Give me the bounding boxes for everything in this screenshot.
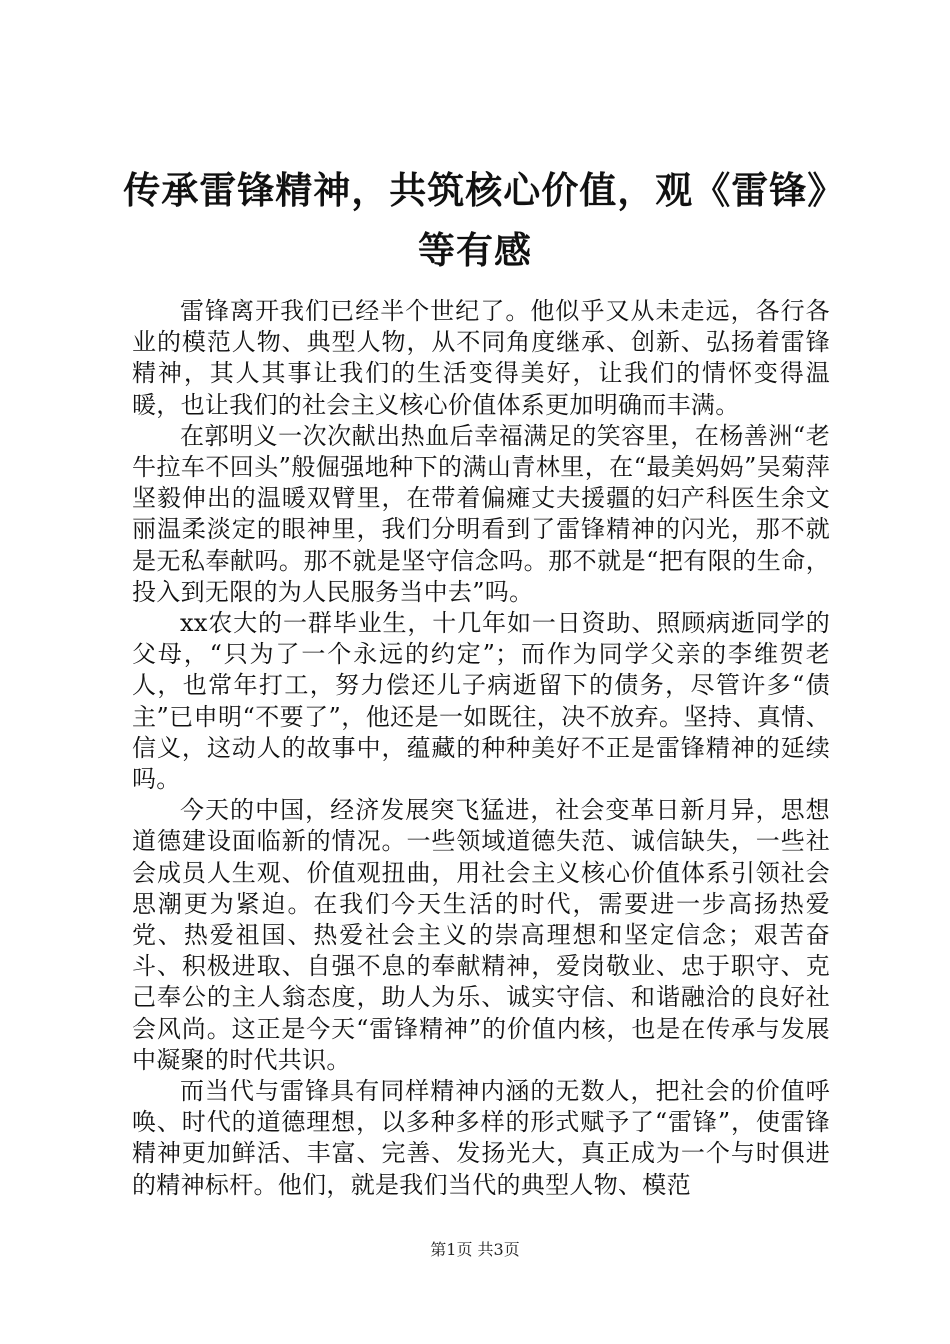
document-title: 传承雷锋精神，共筑核心价值，观《雷锋》等有感 bbox=[123, 168, 827, 272]
paragraph-4: 今天的中国，经济发展突飞猛进，社会变革日新月异，思想道德建设面临新的情况。一些领域道德失范、诚信缺失，一些社会成员人生观、价值观扭曲，用社会主义核心价值体系引领社会思潮更为紧迫。在我们今天生活的时代，需要进一步高扬热爱党、热爱祖国、热爱社会主义的崇高理想和坚定信念；艰苦奋斗、积极进取、自强不息的奉献精神，爱岗敬业、忠于职守、克己奉公的主人翁态度，助人为乐、诚实守信、和谐融洽的良好社会风尚。这正是今天“雷锋精神”的价值内核，也是在传承与发展中凝聚的时代共识。 bbox=[132, 796, 830, 1074]
paragraph-1: 雷锋离开我们已经半个世纪了。他似乎又从未走远，各行各业的模范人物、典型人物，从不同角度继承、创新、弘扬着雷锋精神，其人其事让我们的生活变得美好，让我们的情怀变得温暖，也让我们的社会主义核心价值体系更加明确而丰满。 bbox=[132, 297, 830, 419]
paragraph-5: 而当代与雷锋具有同样精神内涵的无数人，把社会的价值呼唤、时代的道德理想，以多种多样的形式赋予了“雷锋”，使雷锋精神更加鲜活、丰富、完善、发扬光大，真正成为一个与时俱进的精神标杆。他们，就是我们当代的典型人物、模范 bbox=[132, 1077, 830, 1199]
paragraph-3: xx农大的一群毕业生，十几年如一日资助、照顾病逝同学的父母，“只为了一个永远的约定”；而作为同学父亲的李维贺老人，也常年打工，努力偿还儿子病逝留下的债务，尽管许多“债主”已申明“不要了”，他还是一如既往，决不放弃。坚持、真情、信义，这动人的故事中，蕴藏的种种美好不正是雷锋精神的延续吗。 bbox=[132, 609, 830, 794]
page-number-footer: 第1页 共3页 bbox=[430, 1240, 520, 1259]
paragraph-2: 在郭明义一次次献出热血后幸福满足的笑容里，在杨善洲“老牛拉车不回头”般倔强地种下的满山青林里，在“最美妈妈”吴菊萍坚毅伸出的温暖双臂里，在带着偏瘫丈夫援疆的妇产科医生余文丽温柔淡定的眼神里，我们分明看到了雷锋精神的闪光，那不就是无私奉献吗。那不就是坚守信念吗。那不就是“把有限的生命，投入到无限的为人民服务当中去”吗。 bbox=[132, 421, 830, 606]
document-body bbox=[132, 296, 830, 1201]
